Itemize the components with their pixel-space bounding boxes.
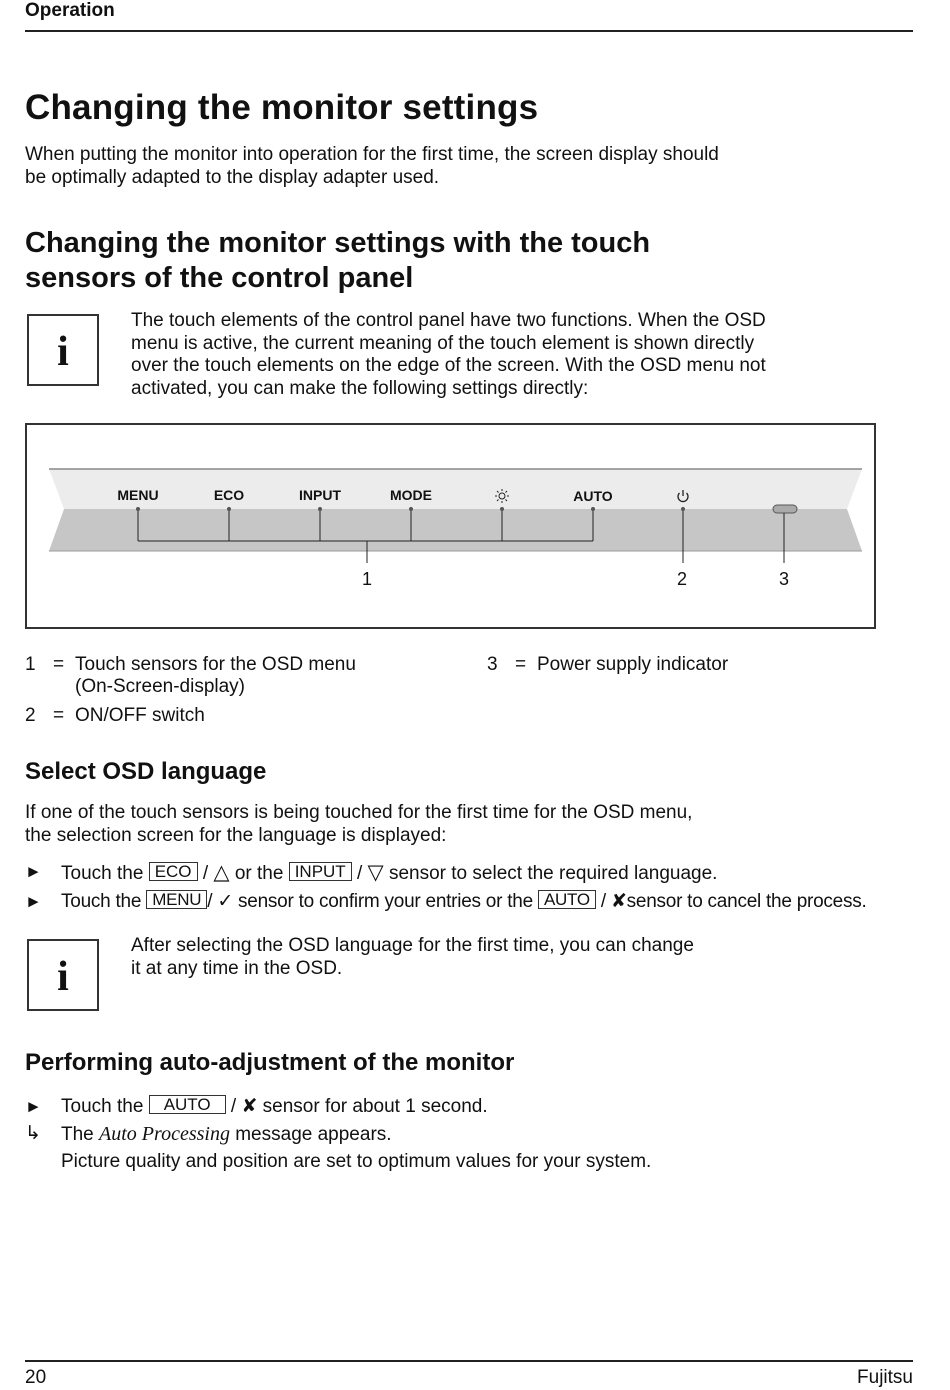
bullet-marker: ► xyxy=(25,1097,42,1116)
info-icon: i xyxy=(27,314,99,386)
sensor-dot xyxy=(500,507,504,511)
heading-line: sensors of the control panel xyxy=(25,262,414,294)
page-number: 20 xyxy=(25,1367,47,1388)
sensor-dot xyxy=(318,507,322,511)
osd-language-paragraph xyxy=(25,802,692,847)
cross-icon: ✘ xyxy=(241,1096,258,1117)
info-line: over the touch elements on the edge of the screen. With the OSD menu not xyxy=(131,355,766,376)
legend-text-3: Power supply indicator xyxy=(537,654,729,675)
section-heading-auto-adjust: Performing auto-adjustment of the monitor xyxy=(25,1049,515,1076)
section-heading-osd-language: Select OSD language xyxy=(25,758,267,785)
check-icon: ✓ xyxy=(217,891,233,912)
info-line: After selecting the OSD language for the first time, you can change xyxy=(131,935,694,956)
info-line: The touch elements of the control panel have two functions. When the OSD xyxy=(131,310,766,331)
power-led xyxy=(773,505,797,513)
footer-rule xyxy=(25,1360,913,1362)
result-line: The Auto Processing message appears. xyxy=(61,1123,392,1145)
legend-num-2: 2 xyxy=(25,705,36,726)
step-select-language: Touch the ECO / △ or the INPUT / ▽ sensor to select the required language. xyxy=(61,861,718,884)
sensor-dot xyxy=(136,507,140,511)
step-confirm-cancel: Touch the MENU / ✓ sensor to confirm your entries or the AUTO / ✘sensor to cancel the process. xyxy=(61,890,867,912)
key-input: INPUT xyxy=(289,862,352,881)
panel-top-band xyxy=(49,469,862,509)
info-note-osd xyxy=(131,935,694,980)
bullet-marker: ► xyxy=(25,892,42,911)
page-title: Changing the monitor settings xyxy=(25,88,539,127)
down-triangle-icon: ▽ xyxy=(367,861,384,884)
key-auto: AUTO xyxy=(538,890,596,909)
footer-brand: Fujitsu xyxy=(857,1367,913,1388)
label-mode: MODE xyxy=(390,487,432,503)
key-auto: AUTO xyxy=(149,1095,226,1114)
legend-num-1: 1 xyxy=(25,654,36,675)
info-note xyxy=(131,310,766,400)
message-name: Auto Processing xyxy=(99,1123,230,1145)
paragraph-line: the selection screen for the language is displayed: xyxy=(25,824,447,846)
callout-2: 2 xyxy=(676,569,688,589)
legend-text-2: ON/OFF switch xyxy=(75,705,205,726)
legend-num-3: 3 xyxy=(487,654,498,675)
intro-line: When putting the monitor into operation for the first time, the screen display should xyxy=(25,144,719,165)
intro-paragraph xyxy=(25,144,719,189)
sensor-dot xyxy=(409,507,413,511)
result-line-2: Picture quality and position are set to optimum values for your system. xyxy=(61,1151,652,1172)
callout-1: 1 xyxy=(361,569,373,589)
up-triangle-icon: △ xyxy=(213,861,230,884)
control-panel-drawing xyxy=(27,425,874,627)
info-icon: i xyxy=(27,939,99,1011)
label-input: INPUT xyxy=(299,487,341,503)
key-menu: MENU xyxy=(146,890,207,909)
legend-eq-1: = xyxy=(53,654,65,675)
label-auto: AUTO xyxy=(573,488,613,504)
panel-bottom-band xyxy=(49,509,862,551)
info-line: it at any time in the OSD. xyxy=(131,957,343,979)
header-rule xyxy=(25,30,913,32)
step-auto-adjust: Touch the AUTO / ✘ sensor for about 1 second. xyxy=(61,1095,488,1117)
key-eco: ECO xyxy=(149,862,198,881)
callout-3: 3 xyxy=(778,569,790,589)
paragraph-line: If one of the touch sensors is being touched for the first time for the OSD menu, xyxy=(25,802,693,823)
info-line: activated, you can make the following settings directly: xyxy=(131,377,589,399)
label-eco: ECO xyxy=(213,487,245,503)
result-arrow-icon: ↳ xyxy=(25,1123,41,1144)
bullet-marker: ► xyxy=(25,862,42,881)
intro-line: be optimally adapted to the display adapter used. xyxy=(25,166,440,188)
legend-eq-3: = xyxy=(515,654,527,675)
legend-text-1b: (On-Screen-display) xyxy=(75,676,245,697)
control-panel-figure xyxy=(25,423,876,629)
section-heading-touch xyxy=(25,226,650,296)
cross-icon: ✘ xyxy=(610,891,627,912)
legend-text-1: Touch sensors for the OSD menu xyxy=(75,654,356,675)
legend-eq-2: = xyxy=(53,705,65,726)
running-header: Operation xyxy=(25,0,115,21)
heading-line: Changing the monitor settings with the touch xyxy=(25,227,651,259)
sensor-dot xyxy=(227,507,231,511)
info-line: menu is active, the current meaning of the touch element is shown directly xyxy=(131,332,755,354)
sensor-dot xyxy=(591,507,595,511)
label-menu: MENU xyxy=(117,487,159,503)
sensor-dot xyxy=(681,507,685,511)
